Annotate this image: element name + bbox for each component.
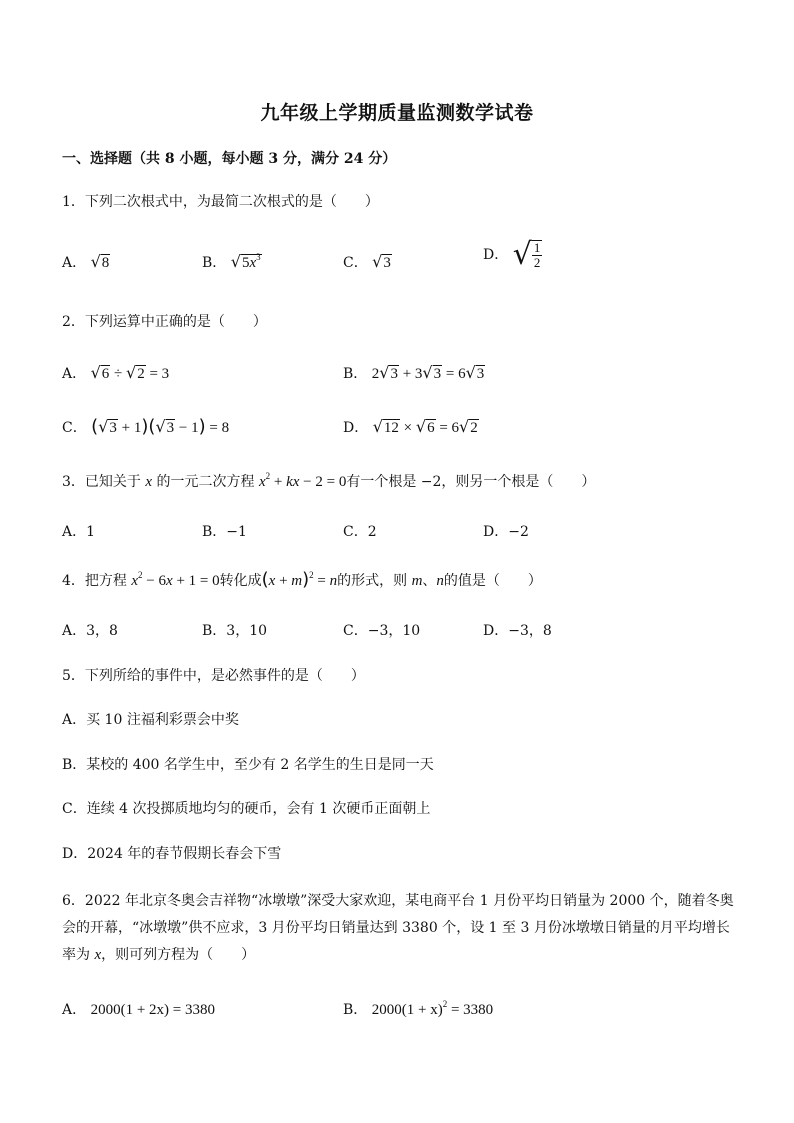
question-1-stem: 1．下列二次根式中，为最简二次根式的是（ ）: [62, 194, 379, 210]
q4-option-d[interactable]: D．−3，8: [483, 623, 552, 639]
q5-option-d[interactable]: D．2024 年的春节假期长春会下雪: [62, 846, 282, 862]
q5-option-c[interactable]: C．连续 4 次投掷质地均匀的硬币，会有 1 次硬币正面朝上: [62, 801, 431, 817]
q3-option-d[interactable]: D．−2: [483, 524, 529, 540]
q3-option-a[interactable]: A．1: [62, 524, 96, 540]
question-5-stem: 5．下列所给的事件中，是必然事件的是（ ）: [62, 668, 365, 684]
q2-option-a[interactable]: A． √6 ÷ √2 = 3: [62, 363, 170, 382]
q2-option-d[interactable]: D． √12 × √6 = 6√2: [343, 417, 478, 436]
q5-option-b[interactable]: B．某校的 400 名学生中，至少有 2 名学生的生日是同一天: [62, 757, 434, 773]
q2-option-b[interactable]: B． 2√3 + 3√3 = 6√3: [343, 363, 485, 382]
q1-option-d[interactable]: D． √ $\frac{1}{2}$: [483, 237, 541, 272]
page-title: 九年级上学期质量监测数学试卷: [260, 102, 534, 124]
question-2-stem: 2．下列运算中正确的是（ ）: [62, 314, 267, 330]
q5-option-a[interactable]: A．买 10 注福利彩票会中奖: [62, 712, 239, 728]
q2-option-c[interactable]: C． (√3 + 1)(√3 − 1) = 8: [62, 416, 230, 437]
question-6-stem: 6．2022 年北京冬奥会吉祥物“冰墩墩”深受大家欢迎，某电商平台 1 月份平均日销量为 2000 个，随着冬奥会的开幕，“冰墩墩”供不应求，3 月份平均日销量达到 3380 个，设 1 至 3 月份冰墩墩日销量的月平均增长率为 x，则可列方程为（ ）: [62, 893, 734, 963]
q6-option-b[interactable]: B． $2000(1 + x)^2 = 3380$: [343, 999, 494, 1018]
section-heading: 一、选择题（共 8 小题，每小题 3 分，满分 24 分）: [62, 151, 397, 167]
q3-option-c[interactable]: C．2: [343, 524, 377, 540]
question-4-stem: 4．把方程 $x^2 - 6x + 1 = 0$转化成$(x + m)^2 = n$的形式，则 m、n的值是（ ）: [62, 569, 542, 590]
q1-option-a[interactable]: A． √8: [62, 252, 110, 271]
q4-option-c[interactable]: C．−3，10: [343, 623, 421, 639]
q4-option-b[interactable]: B．3，10: [202, 623, 268, 639]
q1-option-c[interactable]: C． √3: [343, 252, 391, 271]
q4-option-a[interactable]: A．3，8: [62, 623, 118, 639]
q3-option-b[interactable]: B．−1: [202, 524, 247, 540]
q1-option-b[interactable]: B． $√5x^3$: [202, 252, 261, 271]
q6-option-a[interactable]: A． 2000(1 + 2x) = 3380: [62, 1002, 215, 1018]
question-3-stem: 3．已知关于 x 的一元二次方程 $x^2$ + kx − 2 = 0有一个根是 −2，则另一个根是（ ）: [62, 471, 596, 490]
